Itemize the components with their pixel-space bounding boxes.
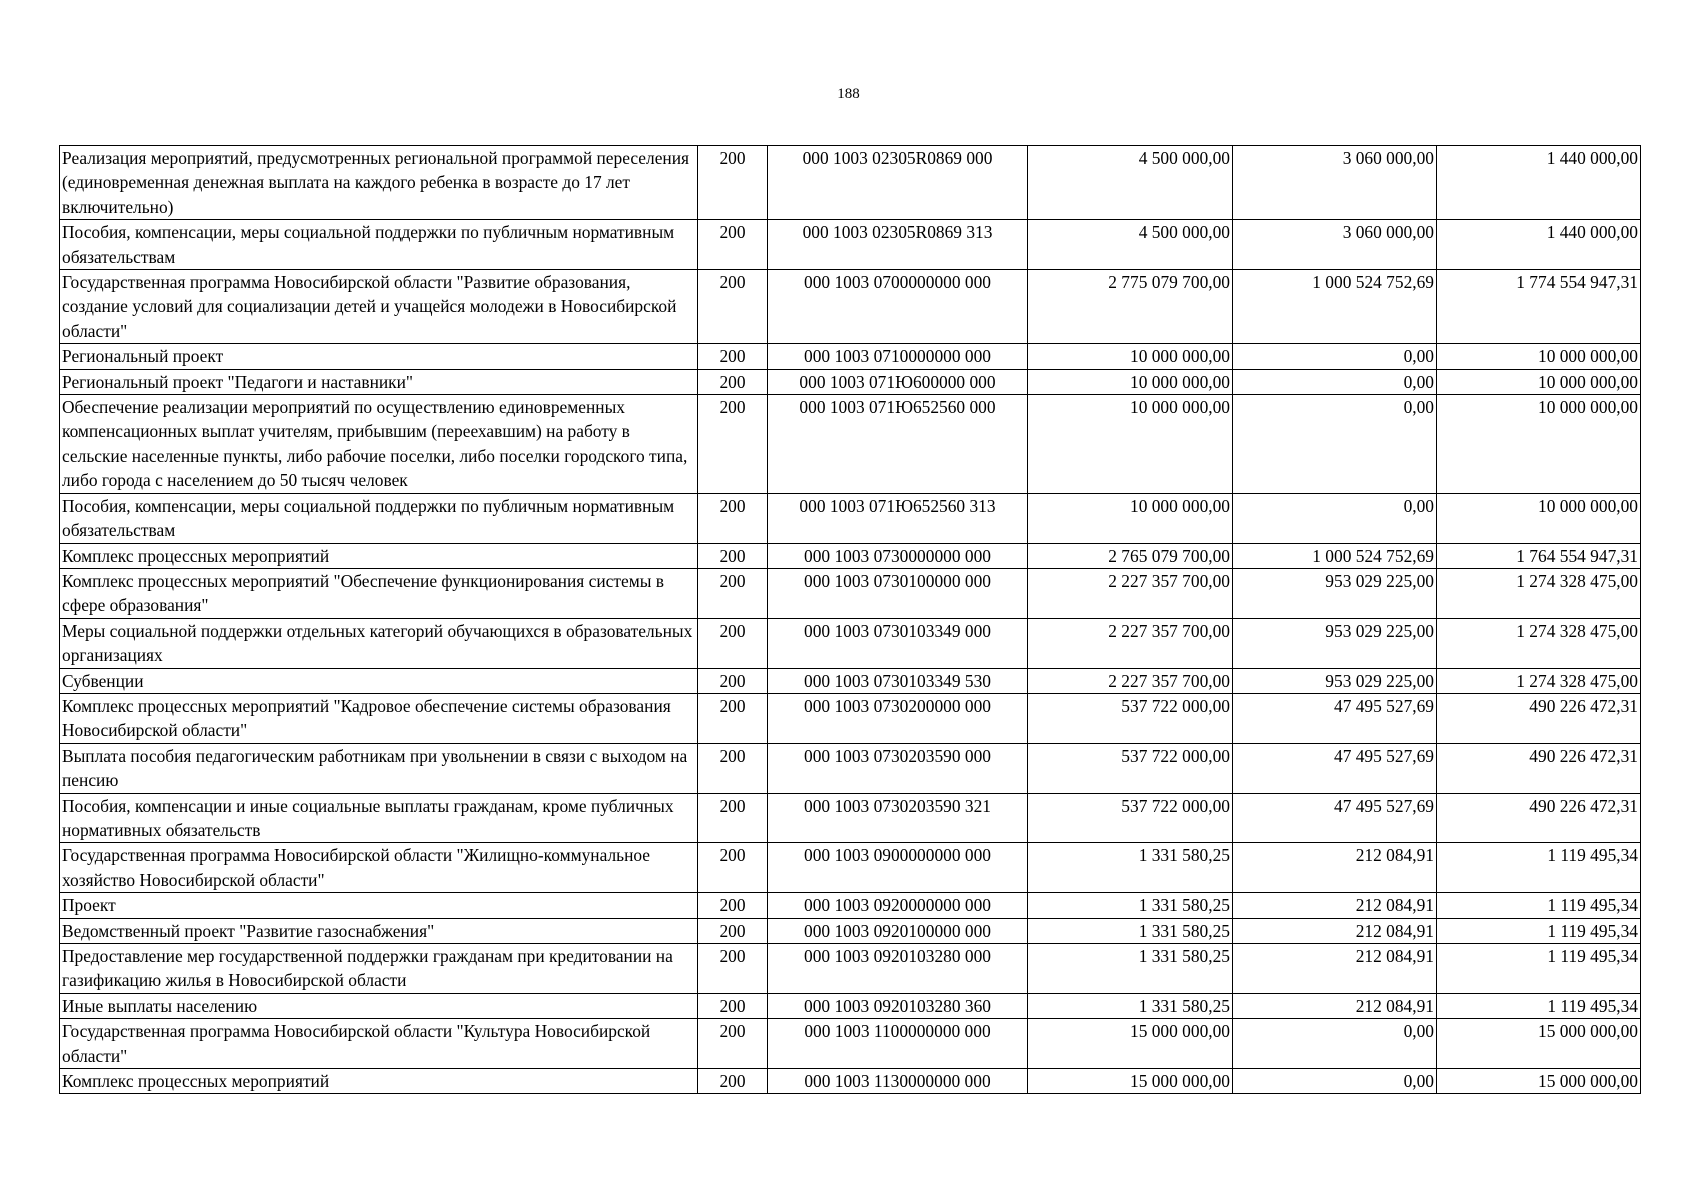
executed-amount-cell: 47 495 527,69 <box>1233 693 1437 743</box>
budget-classification-code-cell: 000 1003 1130000000 000 <box>768 1069 1028 1094</box>
executed-amount-cell: 3 060 000,00 <box>1233 146 1437 220</box>
executed-amount-cell: 1 000 524 752,69 <box>1233 270 1437 344</box>
approved-amount-cell: 1 331 580,25 <box>1028 893 1233 918</box>
expense-name-cell: Ведомственный проект "Развитие газоснабжения" <box>60 918 698 943</box>
table-row <box>60 568 1641 618</box>
expense-name-cell: Пособия, компенсации, меры социальной поддержки по публичным нормативным обязательствам <box>60 493 698 543</box>
budget-classification-code-cell: 000 1003 02305R0869 313 <box>768 220 1028 270</box>
remaining-amount-cell: 1 119 495,34 <box>1437 993 1641 1018</box>
approved-amount-cell: 537 722 000,00 <box>1028 693 1233 743</box>
expense-name-cell: Комплекс процессных мероприятий <box>60 543 698 568</box>
remaining-amount-cell: 490 226 472,31 <box>1437 743 1641 793</box>
admin-code-cell: 200 <box>698 1019 768 1069</box>
remaining-amount-cell: 1 774 554 947,31 <box>1437 270 1641 344</box>
expense-name-cell: Обеспечение реализации мероприятий по осуществлению единовременных компенсационных выплат учителям, прибывшим (переехавшим) на работу в сельские населенные пункты, либо рабочие поселки, либо поселки городского типа, либо города с населением до 50 тысяч человек <box>60 395 698 494</box>
executed-amount-cell: 212 084,91 <box>1233 918 1437 943</box>
table-row <box>60 793 1641 843</box>
executed-amount-cell: 212 084,91 <box>1233 944 1437 994</box>
budget-classification-code-cell: 000 1003 0730103349 530 <box>768 668 1028 693</box>
table-row <box>60 893 1641 918</box>
table-row <box>60 344 1641 369</box>
budget-classification-code-cell: 000 1003 0730203590 321 <box>768 793 1028 843</box>
expense-name-cell: Комплекс процессных мероприятий <box>60 1069 698 1094</box>
budget-classification-code-cell: 000 1003 0700000000 000 <box>768 270 1028 344</box>
admin-code-cell: 200 <box>698 993 768 1018</box>
table-row <box>60 543 1641 568</box>
budget-classification-code-cell: 000 1003 071Ю652560 000 <box>768 395 1028 494</box>
table-row <box>60 1019 1641 1069</box>
executed-amount-cell: 3 060 000,00 <box>1233 220 1437 270</box>
expense-name-cell: Субвенции <box>60 668 698 693</box>
executed-amount-cell: 212 084,91 <box>1233 993 1437 1018</box>
admin-code-cell: 200 <box>698 843 768 893</box>
remaining-amount-cell: 490 226 472,31 <box>1437 793 1641 843</box>
budget-classification-code-cell: 000 1003 0920103280 000 <box>768 944 1028 994</box>
expense-name-cell: Проект <box>60 893 698 918</box>
executed-amount-cell: 953 029 225,00 <box>1233 618 1437 668</box>
expense-name-cell: Комплекс процессных мероприятий "Обеспечение функционирования системы в сфере образования" <box>60 568 698 618</box>
remaining-amount-cell: 1 274 328 475,00 <box>1437 568 1641 618</box>
table-row <box>60 618 1641 668</box>
approved-amount-cell: 2 775 079 700,00 <box>1028 270 1233 344</box>
expense-name-cell: Меры социальной поддержки отдельных категорий обучающихся в образовательных организациях <box>60 618 698 668</box>
remaining-amount-cell: 15 000 000,00 <box>1437 1069 1641 1094</box>
executed-amount-cell: 0,00 <box>1233 369 1437 394</box>
remaining-amount-cell: 1 119 495,34 <box>1437 843 1641 893</box>
executed-amount-cell: 0,00 <box>1233 493 1437 543</box>
approved-amount-cell: 10 000 000,00 <box>1028 493 1233 543</box>
table-row <box>60 918 1641 943</box>
executed-amount-cell: 0,00 <box>1233 395 1437 494</box>
admin-code-cell: 200 <box>698 618 768 668</box>
approved-amount-cell: 1 331 580,25 <box>1028 993 1233 1018</box>
remaining-amount-cell: 15 000 000,00 <box>1437 1019 1641 1069</box>
remaining-amount-cell: 10 000 000,00 <box>1437 395 1641 494</box>
table-row <box>60 1069 1641 1094</box>
expense-name-cell: Региональный проект <box>60 344 698 369</box>
table-row <box>60 146 1641 220</box>
remaining-amount-cell: 10 000 000,00 <box>1437 369 1641 394</box>
table-row <box>60 668 1641 693</box>
approved-amount-cell: 2 227 357 700,00 <box>1028 618 1233 668</box>
approved-amount-cell: 4 500 000,00 <box>1028 220 1233 270</box>
executed-amount-cell: 47 495 527,69 <box>1233 743 1437 793</box>
budget-classification-code-cell: 000 1003 0730000000 000 <box>768 543 1028 568</box>
executed-amount-cell: 47 495 527,69 <box>1233 793 1437 843</box>
table-row <box>60 220 1641 270</box>
expense-name-cell: Государственная программа Новосибирской области "Жилищно-коммунальное хозяйство Новосибирской области" <box>60 843 698 893</box>
budget-classification-code-cell: 000 1003 071Ю652560 313 <box>768 493 1028 543</box>
expense-name-cell: Реализация мероприятий, предусмотренных региональной программой переселения (единовременная денежная выплата на каждого ребенка в возрасте до 17 лет включительно) <box>60 146 698 220</box>
admin-code-cell: 200 <box>698 743 768 793</box>
budget-classification-code-cell: 000 1003 0710000000 000 <box>768 344 1028 369</box>
budget-classification-code-cell: 000 1003 0920000000 000 <box>768 893 1028 918</box>
approved-amount-cell: 15 000 000,00 <box>1028 1069 1233 1094</box>
executed-amount-cell: 212 084,91 <box>1233 893 1437 918</box>
table-row <box>60 270 1641 344</box>
admin-code-cell: 200 <box>698 369 768 394</box>
remaining-amount-cell: 1 440 000,00 <box>1437 146 1641 220</box>
approved-amount-cell: 1 331 580,25 <box>1028 843 1233 893</box>
admin-code-cell: 200 <box>698 344 768 369</box>
table-row <box>60 693 1641 743</box>
remaining-amount-cell: 10 000 000,00 <box>1437 344 1641 369</box>
admin-code-cell: 200 <box>698 1069 768 1094</box>
remaining-amount-cell: 1 119 495,34 <box>1437 918 1641 943</box>
admin-code-cell: 200 <box>698 668 768 693</box>
expense-name-cell: Государственная программа Новосибирской области "Культура Новосибирской области" <box>60 1019 698 1069</box>
budget-classification-code-cell: 000 1003 0900000000 000 <box>768 843 1028 893</box>
budget-classification-code-cell: 000 1003 0730200000 000 <box>768 693 1028 743</box>
executed-amount-cell: 0,00 <box>1233 1069 1437 1094</box>
budget-classification-code-cell: 000 1003 0730103349 000 <box>768 618 1028 668</box>
remaining-amount-cell: 1 119 495,34 <box>1437 893 1641 918</box>
expense-name-cell: Государственная программа Новосибирской области "Развитие образования, создание условий для социализации детей и учащейся молодежи в Новосибирской области" <box>60 270 698 344</box>
table-row <box>60 395 1641 494</box>
approved-amount-cell: 1 331 580,25 <box>1028 944 1233 994</box>
budget-classification-code-cell: 000 1003 0920100000 000 <box>768 918 1028 943</box>
remaining-amount-cell: 1 274 328 475,00 <box>1437 618 1641 668</box>
approved-amount-cell: 2 227 357 700,00 <box>1028 668 1233 693</box>
table-row <box>60 743 1641 793</box>
approved-amount-cell: 537 722 000,00 <box>1028 793 1233 843</box>
admin-code-cell: 200 <box>698 543 768 568</box>
table-row <box>60 843 1641 893</box>
admin-code-cell: 200 <box>698 918 768 943</box>
remaining-amount-cell: 1 764 554 947,31 <box>1437 543 1641 568</box>
admin-code-cell: 200 <box>698 568 768 618</box>
approved-amount-cell: 15 000 000,00 <box>1028 1019 1233 1069</box>
approved-amount-cell: 537 722 000,00 <box>1028 743 1233 793</box>
table-row <box>60 493 1641 543</box>
approved-amount-cell: 2 765 079 700,00 <box>1028 543 1233 568</box>
remaining-amount-cell: 1 440 000,00 <box>1437 220 1641 270</box>
remaining-amount-cell: 1 274 328 475,00 <box>1437 668 1641 693</box>
admin-code-cell: 200 <box>698 270 768 344</box>
admin-code-cell: 200 <box>698 893 768 918</box>
expense-name-cell: Иные выплаты населению <box>60 993 698 1018</box>
table-row <box>60 369 1641 394</box>
table-row <box>60 993 1641 1018</box>
executed-amount-cell: 0,00 <box>1233 1019 1437 1069</box>
approved-amount-cell: 10 000 000,00 <box>1028 395 1233 494</box>
admin-code-cell: 200 <box>698 395 768 494</box>
table-row <box>60 944 1641 994</box>
admin-code-cell: 200 <box>698 493 768 543</box>
approved-amount-cell: 10 000 000,00 <box>1028 369 1233 394</box>
budget-classification-code-cell: 000 1003 1100000000 000 <box>768 1019 1028 1069</box>
executed-amount-cell: 953 029 225,00 <box>1233 668 1437 693</box>
expense-name-cell: Региональный проект "Педагоги и наставники" <box>60 369 698 394</box>
budget-table <box>59 145 1641 1094</box>
budget-classification-code-cell: 000 1003 0920103280 360 <box>768 993 1028 1018</box>
budget-classification-code-cell: 000 1003 02305R0869 000 <box>768 146 1028 220</box>
admin-code-cell: 200 <box>698 693 768 743</box>
budget-table-body <box>60 146 1641 1094</box>
expense-name-cell: Предоставление мер государственной поддержки гражданам при кредитовании на газификацию жилья в Новосибирской области <box>60 944 698 994</box>
approved-amount-cell: 4 500 000,00 <box>1028 146 1233 220</box>
page-number: 188 <box>837 86 860 102</box>
approved-amount-cell: 10 000 000,00 <box>1028 344 1233 369</box>
admin-code-cell: 200 <box>698 146 768 220</box>
remaining-amount-cell: 10 000 000,00 <box>1437 493 1641 543</box>
approved-amount-cell: 2 227 357 700,00 <box>1028 568 1233 618</box>
remaining-amount-cell: 490 226 472,31 <box>1437 693 1641 743</box>
executed-amount-cell: 212 084,91 <box>1233 843 1437 893</box>
expense-name-cell: Выплата пособия педагогическим работникам при увольнении в связи с выходом на пенсию <box>60 743 698 793</box>
admin-code-cell: 200 <box>698 220 768 270</box>
budget-classification-code-cell: 000 1003 0730203590 000 <box>768 743 1028 793</box>
remaining-amount-cell: 1 119 495,34 <box>1437 944 1641 994</box>
approved-amount-cell: 1 331 580,25 <box>1028 918 1233 943</box>
admin-code-cell: 200 <box>698 944 768 994</box>
executed-amount-cell: 0,00 <box>1233 344 1437 369</box>
expense-name-cell: Комплекс процессных мероприятий "Кадровое обеспечение системы образования Новосибирской области" <box>60 693 698 743</box>
executed-amount-cell: 1 000 524 752,69 <box>1233 543 1437 568</box>
budget-classification-code-cell: 000 1003 071Ю600000 000 <box>768 369 1028 394</box>
expense-name-cell: Пособия, компенсации и иные социальные выплаты гражданам, кроме публичных нормативных обязательств <box>60 793 698 843</box>
admin-code-cell: 200 <box>698 793 768 843</box>
expense-name-cell: Пособия, компенсации, меры социальной поддержки по публичным нормативным обязательствам <box>60 220 698 270</box>
executed-amount-cell: 953 029 225,00 <box>1233 568 1437 618</box>
budget-classification-code-cell: 000 1003 0730100000 000 <box>768 568 1028 618</box>
